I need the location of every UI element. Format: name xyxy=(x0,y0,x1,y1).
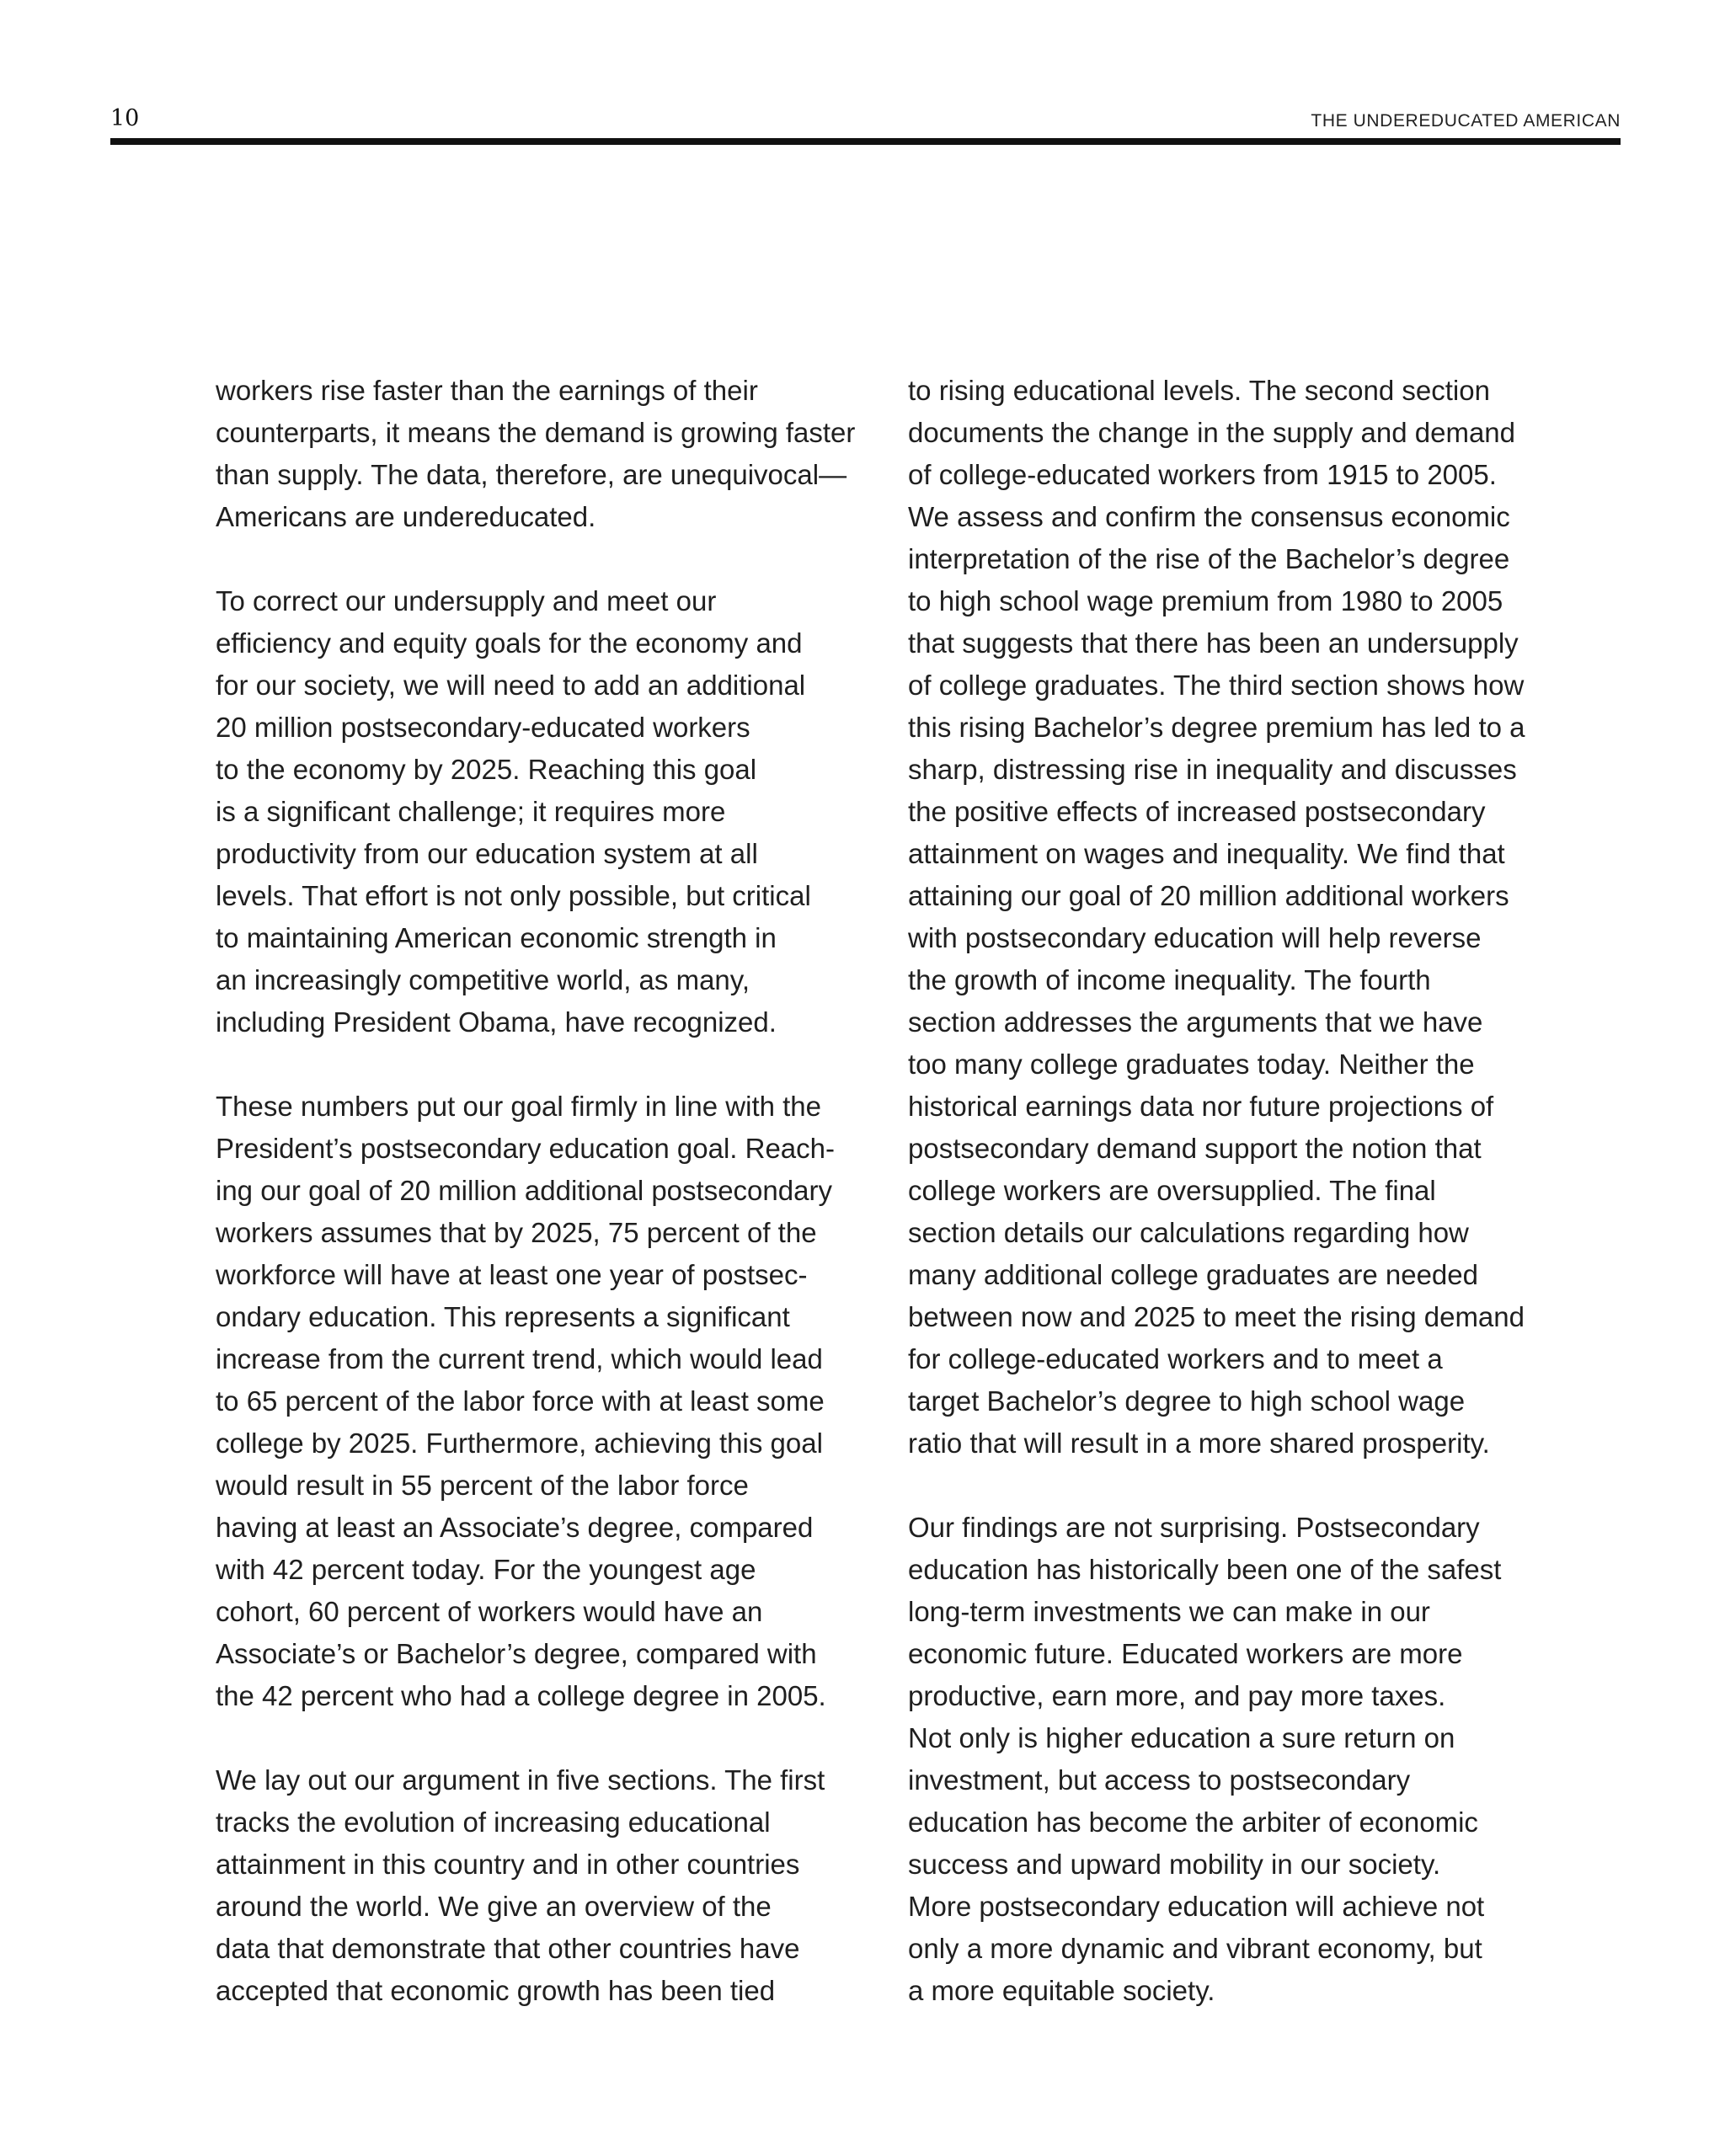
paragraph xyxy=(216,580,856,1043)
paragraph xyxy=(908,1507,1548,2012)
text-line: is a significant challenge; it requires more xyxy=(216,796,726,827)
text-line: to 65 percent of the labor force with at least some xyxy=(216,1385,825,1417)
text-line: productivity from our education system at all xyxy=(216,838,758,869)
text-line: counterparts, it means the demand is growing faster xyxy=(216,417,856,448)
text-line: with postsecondary education will help reverse xyxy=(908,922,1482,953)
text-line: including President Obama, have recognized. xyxy=(216,1006,777,1038)
text-line: the growth of income inequality. The fourth xyxy=(908,964,1431,995)
text-line: the positive effects of increased postsecondary xyxy=(908,796,1486,827)
text-line: this rising Bachelor’s degree premium has led to a xyxy=(908,712,1525,743)
text-line: would result in 55 percent of the labor force xyxy=(216,1470,749,1501)
text-line: the 42 percent who had a college degree in 2005. xyxy=(216,1680,826,1711)
text-line: college by 2025. Furthermore, achieving this goal xyxy=(216,1428,823,1459)
text-line: Our findings are not surprising. Postsecondary xyxy=(908,1512,1480,1543)
text-line: that suggests that there has been an undersupply xyxy=(908,627,1519,659)
text-line: accepted that economic growth has been tied xyxy=(216,1975,776,2006)
text-line: target Bachelor’s degree to high school wage xyxy=(908,1385,1466,1417)
text-line: cohort, 60 percent of workers would have an xyxy=(216,1596,763,1627)
text-line: documents the change in the supply and demand xyxy=(908,417,1516,448)
text-line: efficiency and equity goals for the economy and xyxy=(216,627,803,659)
text-line: too many college graduates today. Neither the xyxy=(908,1049,1475,1080)
right-text-column xyxy=(908,370,1548,2012)
text-line: investment, but access to postsecondary xyxy=(908,1764,1411,1796)
text-line: to rising educational levels. The second section xyxy=(908,375,1490,406)
text-line: historical earnings data nor future projections of xyxy=(908,1091,1494,1122)
text-line: productive, earn more, and pay more taxes. xyxy=(908,1680,1446,1711)
text-line: workers rise faster than the earnings of their xyxy=(216,375,758,406)
text-line: having at least an Associate’s degree, compared xyxy=(216,1512,814,1543)
paragraph xyxy=(216,1759,856,2012)
text-line: More postsecondary education will achieve not xyxy=(908,1891,1485,1922)
text-line: ratio that will result in a more shared prosperity. xyxy=(908,1428,1490,1459)
text-line: college workers are oversupplied. The final xyxy=(908,1175,1436,1206)
text-line: of college-educated workers from 1915 to 2005. xyxy=(908,459,1497,490)
text-line: 20 million postsecondary-educated workers xyxy=(216,712,750,743)
paragraph xyxy=(216,370,856,538)
header-rule xyxy=(110,138,1621,145)
text-line: with 42 percent today. For the youngest age xyxy=(216,1554,756,1585)
paragraph-gap xyxy=(216,1043,856,1086)
text-line: interpretation of the rise of the Bachelor’s degree xyxy=(908,543,1510,574)
paragraph xyxy=(908,370,1548,1465)
text-line: We assess and confirm the consensus economic xyxy=(908,501,1510,532)
text-line: attainment on wages and inequality. We find that xyxy=(908,838,1505,869)
text-line: We lay out our argument in five sections. The first xyxy=(216,1764,825,1796)
text-line: levels. That effort is not only possible, but critical xyxy=(216,880,811,911)
text-line: Associate’s or Bachelor’s degree, compared with xyxy=(216,1638,817,1669)
text-line: ondary education. This represents a significant xyxy=(216,1301,790,1332)
text-line: increase from the current trend, which would lead xyxy=(216,1343,823,1374)
paragraph-gap xyxy=(216,1717,856,1759)
text-line: to maintaining American economic strength in xyxy=(216,922,777,953)
text-line: tracks the evolution of increasing educational xyxy=(216,1806,771,1838)
text-line: to high school wage premium from 1980 to 2005 xyxy=(908,585,1503,616)
text-line: postsecondary demand support the notion that xyxy=(908,1133,1482,1164)
text-line: section details our calculations regarding how xyxy=(908,1217,1469,1248)
text-line: President’s postsecondary education goal. Reach- xyxy=(216,1133,836,1164)
text-line: ing our goal of 20 million additional postsecondary xyxy=(216,1175,832,1206)
page-number: 10 xyxy=(110,105,140,131)
text-line: Americans are undereducated. xyxy=(216,501,596,532)
text-line: To correct our undersupply and meet our xyxy=(216,585,717,616)
text-line: Not only is higher education a sure return on xyxy=(908,1722,1455,1753)
text-line: education has become the arbiter of economic xyxy=(908,1806,1478,1838)
running-head-title: THE UNDEREDUCATED AMERICAN xyxy=(1311,111,1621,131)
text-line: an increasingly competitive world, as many, xyxy=(216,964,750,995)
paragraph-gap xyxy=(216,538,856,580)
text-line: long-term investments we can make in our xyxy=(908,1596,1430,1627)
text-line: economic future. Educated workers are more xyxy=(908,1638,1463,1669)
text-line: section addresses the arguments that we have xyxy=(908,1006,1483,1038)
text-line: to the economy by 2025. Reaching this goal xyxy=(216,754,757,785)
text-line: for our society, we will need to add an additional xyxy=(216,670,806,701)
text-line: between now and 2025 to meet the rising demand xyxy=(908,1301,1525,1332)
paragraph-gap xyxy=(908,1465,1548,1507)
paragraph xyxy=(216,1086,856,1717)
text-line: workforce will have at least one year of postsec- xyxy=(216,1259,808,1290)
text-line: These numbers put our goal firmly in line with the xyxy=(216,1091,822,1122)
text-line: education has historically been one of the safest xyxy=(908,1554,1502,1585)
text-line: sharp, distressing rise in inequality and discusses xyxy=(908,754,1517,785)
text-line: workers assumes that by 2025, 75 percent of the xyxy=(216,1217,817,1248)
text-line: only a more dynamic and vibrant economy, but xyxy=(908,1933,1482,1964)
text-line: many additional college graduates are needed xyxy=(908,1259,1478,1290)
text-line: a more equitable society. xyxy=(908,1975,1215,2006)
text-line: attaining our goal of 20 million additional workers xyxy=(908,880,1509,911)
text-line: of college graduates. The third section shows how xyxy=(908,670,1525,701)
text-line: attainment in this country and in other countries xyxy=(216,1849,800,1880)
text-line: around the world. We give an overview of the xyxy=(216,1891,772,1922)
text-line: than supply. The data, therefore, are unequivocal— xyxy=(216,459,847,490)
text-line: data that demonstrate that other countries have xyxy=(216,1933,800,1964)
left-text-column xyxy=(216,370,856,2012)
text-line: success and upward mobility in our society. xyxy=(908,1849,1441,1880)
text-line: for college-educated workers and to meet a xyxy=(908,1343,1443,1374)
